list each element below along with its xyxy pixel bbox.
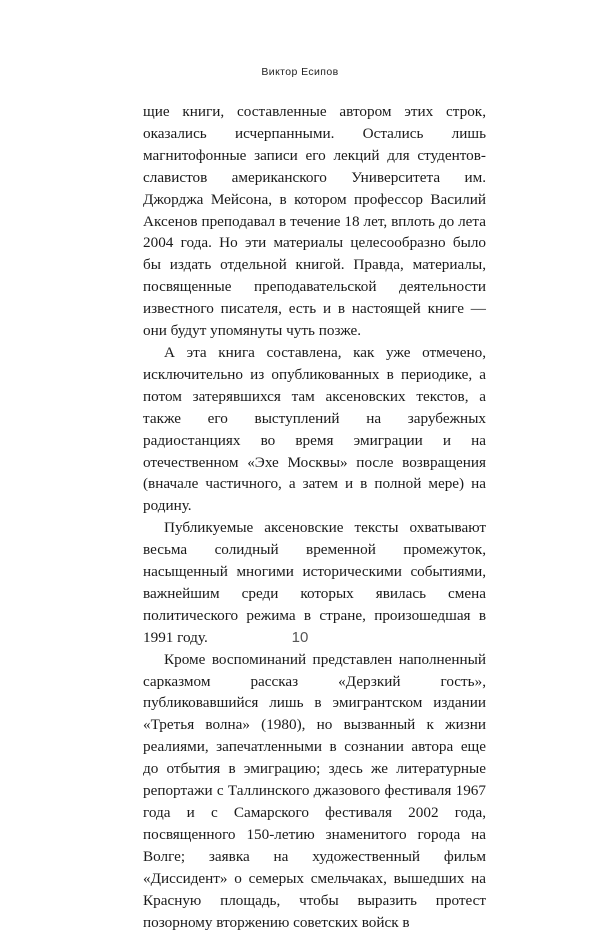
body-text <box>143 101 486 933</box>
paragraph-1: щие книги, составленные автором этих строк, оказались исчерпанными. Остались лишь магнитофонные записи его лекций для студентов-славистов американского Университета им. Джорджа Мейсона, в котором профессор Василий Аксенов преподавал в течение 18 лет, вплоть до лета 2004 года. Но эти материалы целесообразно было бы издать отдельной книгой. Правда, материалы, посвященные преподавательской деятельности известного писателя, есть и в настоящей книге — они будут упомянуты чуть позже. <box>143 103 486 340</box>
paragraph-2: А эта книга составлена, как уже отмечено, исключительно из опубликованных в периодике, а потом затерявшихся там аксеновских текстов, а также его выступлений на зарубежных радиостанциях во время эмиграции и на отечественном «Эхе Москвы» после возвращения (вначале частичного, а затем и в полной мере) на родину. <box>143 343 486 515</box>
running-head-author: Виктор Есипов <box>261 66 339 78</box>
paragraph-3: Публикуемые аксеновские тексты охватывают весьма солидный временной промежуток, насыщенный многими историческими событиями, важнейшим среди которых явилась смена политического режима в стране, произошедшая в 1991 году. <box>143 519 486 646</box>
paragraph-4: Кроме воспоминаний представлен наполненный сарказмом рассказ «Дерзкий гость», публиковавшийся лишь в эмигрантском издании «Третья волна» (1980), но вызванный к жизни реалиями, запечатленными в сознании автора еще до отбытия в эмиграцию; здесь же литературные репортажи с Таллинского джазового фестиваля 1967 года и с Самарского фестиваля 2002 года, посвященного 150-летию знаменитого города на Волге; заявка на художественный фильм «Диссидент» о семерых смельчаках, вышедших на Красную площадь, чтобы выразить протест позорному вторжению советских войск в <box>143 650 486 931</box>
page-number: 10 <box>291 629 309 646</box>
